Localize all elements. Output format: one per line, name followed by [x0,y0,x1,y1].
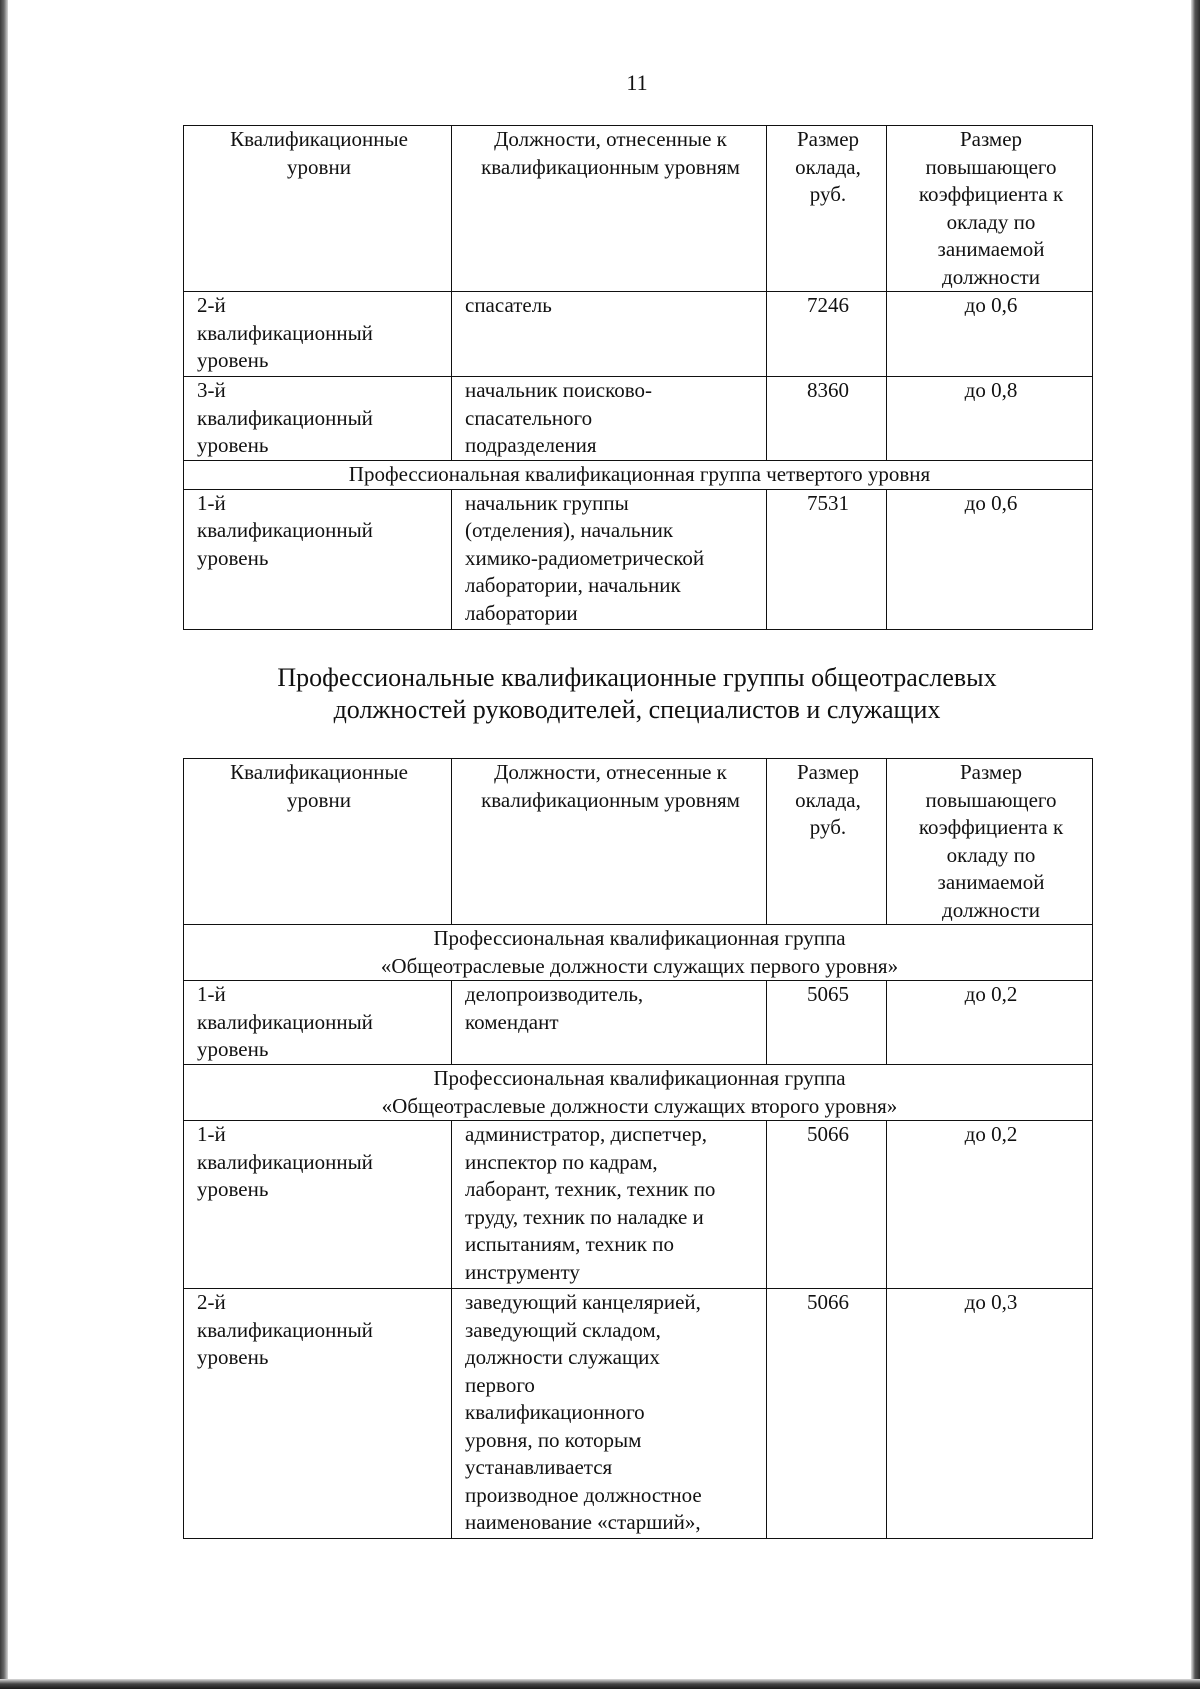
cell-coefficient: до 0,2 [887,1121,1093,1289]
cell-positions: начальник группы (отделения), начальник химико-радиометрической лаборатории, начальник лаборатории [452,489,767,629]
cell-salary: 8360 [767,377,887,461]
group-title [184,1065,1093,1121]
header-salary: Размер оклада, руб. [767,759,887,925]
scan-edge-bottom [0,1679,1200,1689]
header-level: Квалификационные уровни [184,759,452,925]
header-coefficient: Размер повышающего коэффициента к окладу по занимаемой должности [887,126,1093,292]
table-header-row [184,759,1093,925]
header-level: Квалификационные уровни [184,126,452,292]
cell-positions: начальник поисково- спасательного подразделения [452,377,767,461]
table-row [184,981,1093,1065]
cell-level: 2-й квалификационный уровень [184,1289,452,1539]
table-row [184,1289,1093,1539]
cell-salary: 5066 [767,1121,887,1289]
section-title-line-1: Профессиональные квалификационные группы общеотраслевых [277,663,997,692]
header-positions: Должности, отнесенные к квалификационным уровням [452,759,767,925]
cell-coefficient: до 0,3 [887,1289,1093,1539]
cell-coefficient: до 0,6 [887,489,1093,629]
group-header-row [184,1065,1093,1121]
scan-edge-right [1191,0,1200,1689]
table-row [184,489,1093,629]
cell-salary: 5066 [767,1289,887,1539]
group-title [184,925,1093,981]
page-number: 11 [626,70,648,95]
cell-coefficient: до 0,2 [887,981,1093,1065]
cell-salary: 7531 [767,489,887,629]
cell-salary: 5065 [767,981,887,1065]
table-row [184,292,1093,377]
cell-level: 1-й квалификационный уровень [184,981,452,1065]
cell-positions: делопроизводитель, комендант [452,981,767,1065]
cell-level: 2-й квалификационный уровень [184,292,452,377]
group-title-line-1: Профессиональная квалификационная группа [433,1066,846,1090]
table-row [184,377,1093,461]
table-header-row [184,126,1093,292]
group-header-row [184,461,1093,490]
group-title-line-1: Профессиональная квалификационная группа [433,926,846,950]
cell-positions: администратор, диспетчер, инспектор по кадрам, лаборант, техник, техник по труду, техник по наладке и испытаниям, техник по инструменту [452,1121,767,1289]
cell-coefficient: до 0,6 [887,292,1093,377]
cell-positions: спасатель [452,292,767,377]
table-2 [183,758,1093,1539]
cell-positions: заведующий канцелярией, заведующий складом, должности служащих первого квалификационного уровня, по которым устанавливается производное должностное наименование «старший», [452,1289,767,1539]
table-1 [183,125,1093,630]
cell-level: 1-й квалификационный уровень [184,1121,452,1289]
cell-salary: 7246 [767,292,887,377]
section-title [0,662,1200,726]
header-salary: Размер оклада, руб. [767,126,887,292]
header-positions: Должности, отнесенные к квалификационным уровням [452,126,767,292]
scan-edge-left [0,0,8,1689]
group-title-line-2: «Общеотраслевые должности служащих первого уровня» [380,953,899,978]
group-header-row [184,925,1093,981]
cell-coefficient: до 0,8 [887,377,1093,461]
section-title-line-2: должностей руководителей, специалистов и служащих [333,695,941,724]
cell-level: 3-й квалификационный уровень [184,377,452,461]
header-coefficient: Размер повышающего коэффициента к окладу по занимаемой должности [887,759,1093,925]
group-title-line-2: «Общеотраслевые должности служащих второго уровня» [381,1093,898,1118]
table-row [184,1121,1093,1289]
group-title: Профессиональная квалификационная группа четвертого уровня [184,461,1093,490]
cell-level: 1-й квалификационный уровень [184,489,452,629]
